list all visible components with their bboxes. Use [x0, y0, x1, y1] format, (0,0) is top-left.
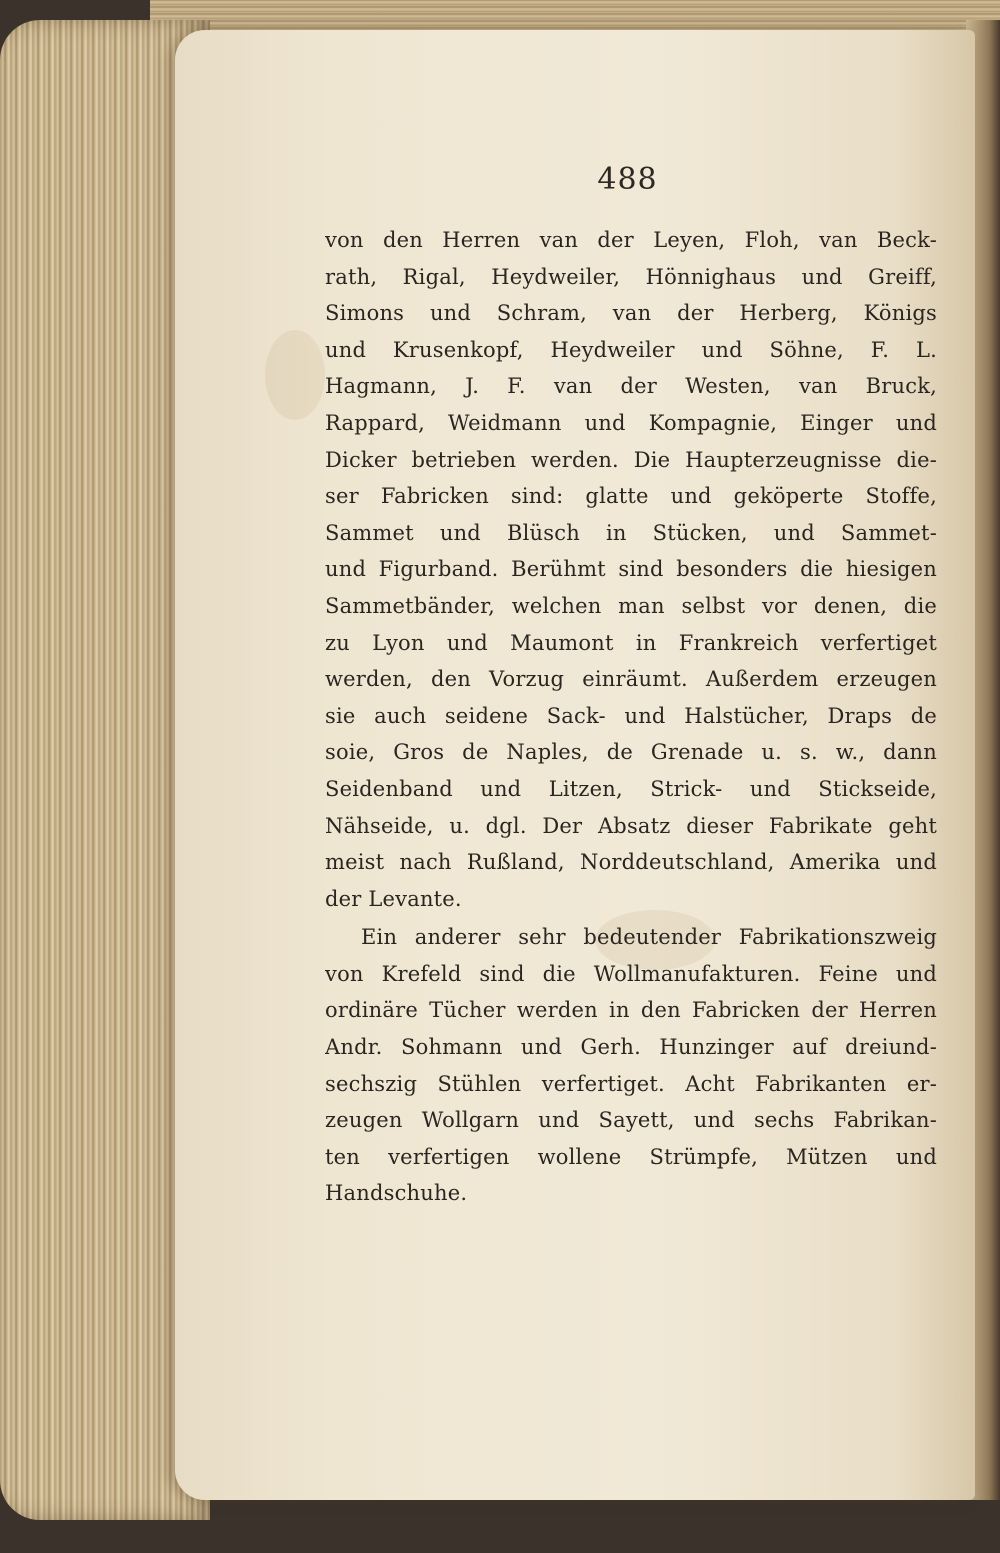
text-line: Handschuhe.	[325, 1181, 468, 1206]
text-line: Dicker betrieben werden. Die Haupterzeugnisse die-	[325, 447, 937, 472]
text-line: ordinäre Tücher werden in den Fabricken der Herren	[325, 998, 937, 1023]
text-line: Hagmann, J. F. van der Westen, van Bruck,	[325, 374, 937, 399]
text-line: zu Lyon und Maumont in Frankreich verfertiget	[325, 630, 937, 655]
text-line: und Krusenkopf, Heydweiler und Söhne, F. L.	[325, 337, 937, 362]
text-line: und Figurband. Berühmt sind besonders die hiesigen	[325, 557, 937, 582]
text-line: Ein anderer sehr bedeutender Fabrikationszweig	[361, 925, 937, 950]
text-line: Andr. Sohmann und Gerh. Hunzinger auf dreiund-	[325, 1035, 937, 1060]
book-page	[175, 30, 975, 1500]
text-line: meist nach Rußland, Norddeutschland, Amerika und	[325, 850, 937, 875]
text-line: werden, den Vorzug einräumt. Außerdem erzeugen	[325, 667, 937, 692]
paper-stain	[265, 330, 325, 420]
text-line: von den Herren van der Leyen, Floh, van Beck-	[325, 228, 937, 252]
text-line: Nähseide, u. dgl. Der Absatz dieser Fabrikate geht	[325, 813, 937, 838]
text-line: Sammetbänder, welchen man selbst vor denen, die	[325, 593, 937, 618]
text-line: Sammet und Blüsch in Stücken, und Sammet-	[325, 520, 937, 545]
paragraph-1	[325, 222, 937, 917]
text-line: Seidenband und Litzen, Strick- und Stickseide,	[325, 776, 937, 801]
paragraph-2	[325, 919, 937, 1212]
text-line: rath, Rigal, Heydweiler, Hönnighaus und Greiff,	[325, 264, 937, 289]
text-line: zeugen Wollgarn und Sayett, und sechs Fabrikan-	[325, 1108, 937, 1133]
text-line: der Levante.	[325, 886, 462, 911]
text-line: Simons und Schram, van der Herberg, Königs	[325, 301, 937, 326]
body-text	[325, 222, 937, 1212]
text-line: ten verfertigen wollene Strümpfe, Mützen und	[325, 1144, 937, 1169]
text-line: soie, Gros de Naples, de Grenade u. s. w., dann	[325, 740, 937, 765]
text-line: Rappard, Weidmann und Kompagnie, Einger und	[325, 410, 937, 435]
text-line: sechszig Stühlen verfertiget. Acht Fabrikanten er-	[325, 1071, 937, 1096]
text-line: ser Fabricken sind: glatte und geköperte Stoffe,	[325, 484, 937, 509]
text-line: sie auch seidene Sack- und Halstücher, Draps de	[325, 703, 937, 728]
page-number: 488	[597, 162, 658, 197]
text-line: von Krefeld sind die Wollmanufakturen. Feine und	[325, 961, 937, 986]
